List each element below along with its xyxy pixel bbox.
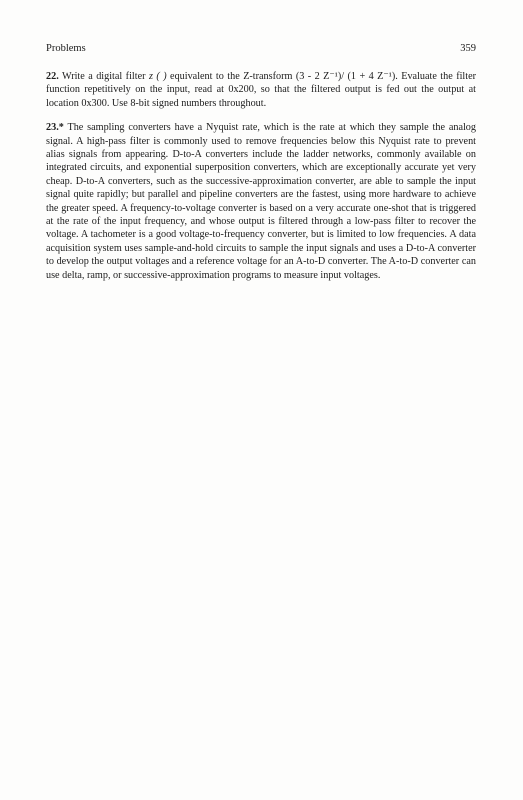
problem-text: The sampling converters have a Nyquist rate, which is the rate at which they sample the analog signal. A high-pass filter is commonly used to remove frequencies below this Nyquist rate to prevent alias signals from appearing. D-to-A converters include the ladder networks, commonly available on integrated circuits, and exponential superposition converters, which are exceptionally accurate yet very cheap. D-to-A converters, such as the successive-approximation converter, are able to sample the input signal quite rapidly; but parallel and pipeline converters are the fastest, using more hardware to achieve the greater speed. A frequency-to-voltage converter is based on a very accurate one-shot that is triggered at the rate of the input frequency, and whose output is filtered through a low-pass filter to recover the voltage. A tachometer is a good voltage-to-frequency converter, but is limited to low frequencies. A data acquisition system uses sample-and-hold circuits to sample the input signals and uses a D-to-A converter to develop the output voltages and a reference voltage for an A-to-D converter. The A-to-D converter can use delta, ramp, or successive-approximation programs to measure input voltages. xyxy=(46,122,476,281)
problem-23 xyxy=(46,121,476,282)
problems-section xyxy=(46,70,476,293)
problem-22 xyxy=(46,70,476,110)
filter-function-symbol: z ( ) xyxy=(148,71,167,82)
problem-number: 23.* xyxy=(46,122,64,134)
problem-number: 22. xyxy=(46,71,59,82)
problem-text-start: Write a digital filter xyxy=(62,71,146,82)
problem-text-rest: equivalent to the Z-transform (3 - 2 Z⁻¹)/ (1 + 4 Z⁻¹). Evaluate the filter function repetitively on the input, read at 0x200, so that the filtered output is fed out the output at location 0x300. Use 8-bit signed numbers throughout. xyxy=(46,71,476,109)
running-head xyxy=(46,42,476,56)
running-head-title: Problems xyxy=(46,43,86,54)
page-number: 359 xyxy=(460,43,476,54)
